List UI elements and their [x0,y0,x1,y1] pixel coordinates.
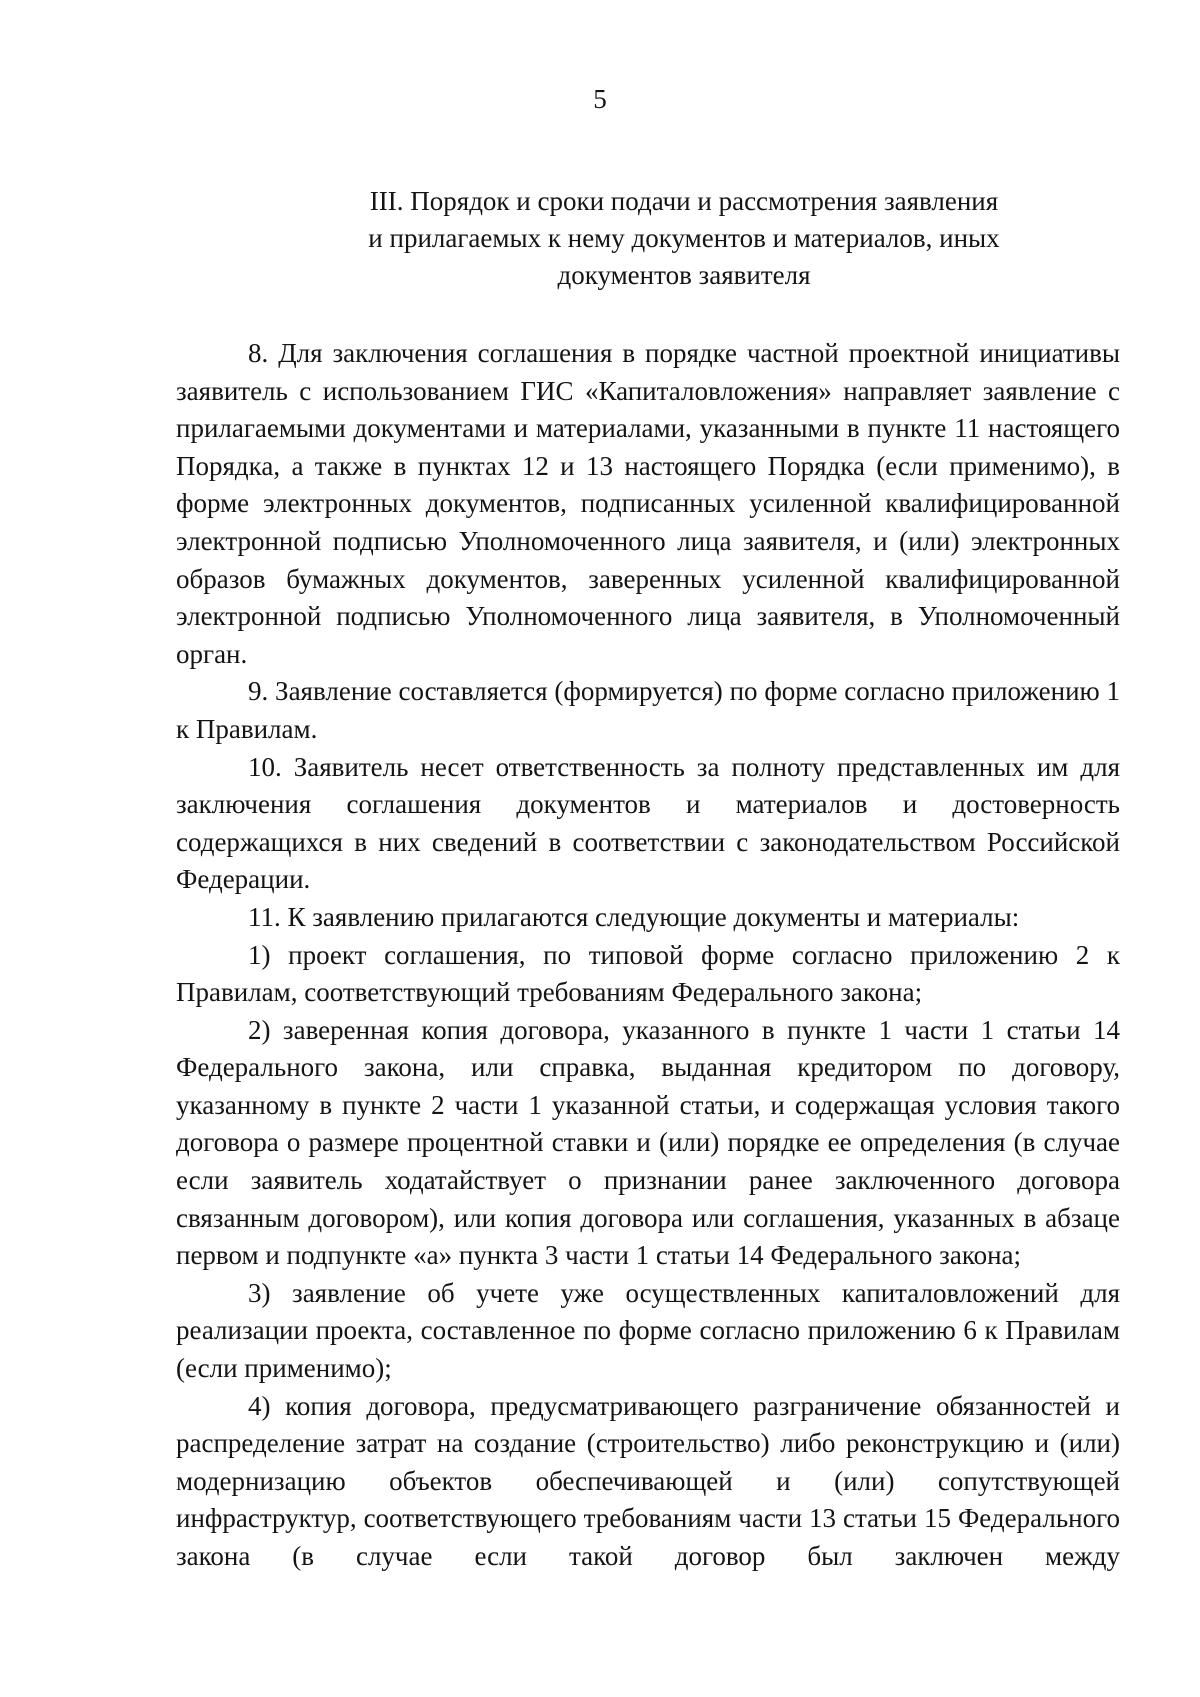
list-item-3: 3) заявление об учете уже осуществленных капиталовложений для реализации проекта, составленное по форме согласно приложению 6 к Правилам (если применимо); [176,1277,1120,1384]
section-title-line: документов заявителя [557,260,811,290]
list-item-4: 4) копия договора, предусматривающего разграничение обязанностей и распределение затрат на создание (строительство) либо реконструкцию и (или) модернизацию объектов обеспечивающей и (или) сопутствующей инфраструктур, соответствующего требованиям части 13 статьи 15 Федерального закона (в случае если такой договор был заключен между [176,1390,1120,1571]
paragraph-9: 9. Заявление составляется (формируется) по форме согласно приложению 1 к Правилам. [176,676,1120,744]
section-title-line: и прилагаемых к нему документов и материалов, иных [368,223,1000,253]
paragraph-10: 10. Заявитель несет ответственность за полноту представленных им для заключения соглашения документов и материалов и достоверность содержащихся в них сведений в соответствии с законодательством Российской Федерации. [176,751,1120,895]
paragraph-8: 8. Для заключения соглашения в порядке частной проектной инициативы заявитель с использованием ГИС «Капиталовложения» направляет заявление с прилагаемыми документами и материалами, указанными в пункте 11 настоящего Порядка, а также в пунктах 12 и 13 настоящего Порядка (если применимо), в форме электронных документов, подписанных усиленной квалифицированной электронной подписью Уполномоченного лица заявителя, и (или) электронных образов бумажных документов, заверенных усиленной квалифицированной электронной подписью Уполномоченного лица заявителя, в Уполномоченный орган. [176,338,1120,669]
page-number: 5 [593,84,607,114]
paragraph-11: 11. К заявлению прилагаются следующие документы и материалы: [248,901,1020,932]
section-title-line: III. Порядок и сроки подачи и рассмотрения заявления [369,186,999,216]
list-item-2: 2) заверенная копия договора, указанного в пункте 1 части 1 статьи 14 Федерального закона, или справка, выданная кредитором по договору, указанному в пункте 2 части 1 указанной статьи, и содержащая условия такого договора о размере процентной ставки и (или) порядке ее определения (в случае если заявитель ходатайствует о признании ранее заключенного договора связанным договором), или копия договора или соглашения, указанных в абзаце первом и подпункте «а» пункта 3 части 1 статьи 14 Федерального закона; [176,1014,1120,1271]
list-item-1: 1) проект соглашения, по типовой форме согласно приложению 2 к Правилам, соответствующий требованиям Федерального закона; [176,939,1120,1008]
section-title [338,183,1030,294]
document-body [176,335,1120,1576]
